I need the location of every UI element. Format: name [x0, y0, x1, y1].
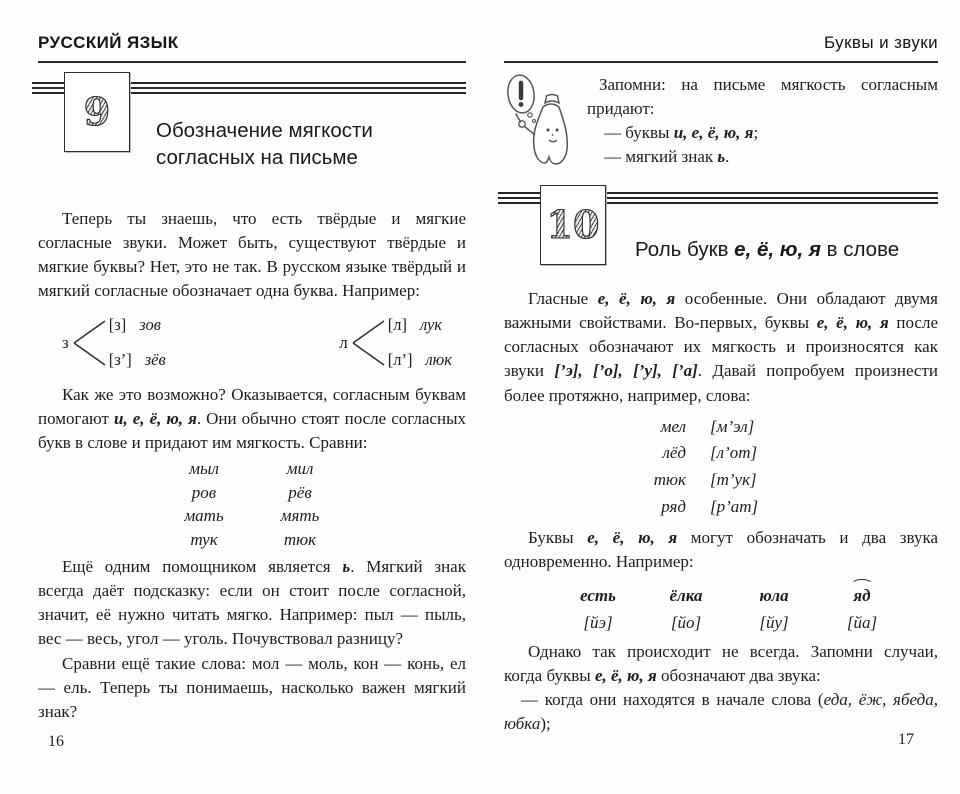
example-word: лук [419, 315, 442, 334]
paragraph-word-start-case [504, 688, 938, 736]
example-word: есть [580, 586, 616, 606]
paragraph-soft-sign [38, 555, 466, 652]
base-letter: л [339, 332, 348, 352]
vowel-letters: е, ё, ю, я [734, 238, 821, 261]
vowel-letters: е, ё, ю, я [816, 313, 889, 333]
word-cell: тук [190, 530, 218, 550]
word-cell: мел [660, 416, 686, 436]
section-number-box [64, 72, 130, 152]
text-run: ); [540, 714, 551, 734]
word-cell: мыл [189, 458, 219, 478]
sound-cell: [йу] [759, 613, 789, 633]
sound-list: [’э], [’о], [’у], [’а] [554, 361, 698, 381]
text-run: . Они обычно стоят после согласных букв в слове и придают им мягкость. Сравни: [38, 408, 466, 452]
text-run: могут обозначать и два звука одновременно. Например: [504, 527, 939, 571]
transcription-cell: [р’ат] [710, 497, 759, 517]
text-run: — когда они находятся в начале слова ( [521, 690, 824, 710]
consonant-fork-diagrams [38, 313, 466, 373]
diagram-letter-z [62, 313, 166, 373]
paragraph-two-sounds [504, 526, 938, 574]
compare-words-table [38, 457, 466, 552]
vowel-letters: е, ё, ю, я [594, 665, 657, 685]
vowel-letters: и, е, ё, ю, я [673, 123, 754, 143]
two-sounds-table [554, 586, 938, 634]
memo-text [587, 73, 938, 170]
text-run: после согласных обозначают их мягкость и произносятся как звуки [504, 313, 938, 381]
paragraph-not-always [504, 640, 938, 688]
sound-cell: [йэ] [583, 613, 613, 633]
right-page [504, 0, 938, 736]
exclamation-mascot-icon [504, 73, 574, 173]
word-cell: ряд [661, 497, 686, 517]
right-page-number: 17 [898, 731, 914, 748]
vowel-letters: е, ё, ю, я [597, 289, 676, 308]
word-cell: тюк [653, 470, 686, 490]
text-run: . Мягкий знак всегда даёт подсказку: если он стоит после согласной, значит, её нужно читать мягко. Например: пыл — пыль, вес — весь, угол — уголь. Почувствовал разницу? [38, 557, 466, 649]
example-word: юла [759, 586, 789, 606]
text-run: Роль букв [635, 238, 735, 261]
left-page [38, 0, 466, 724]
paragraph-vowels-special [504, 287, 938, 408]
sound: [л] [387, 315, 407, 334]
branches [388, 315, 452, 370]
right-header-rule [504, 61, 938, 63]
memo-block [504, 73, 938, 173]
branches [109, 315, 166, 370]
vowel-letters: и, е, ё, ю, я [114, 408, 197, 428]
transcription-cell: [м’эл] [710, 416, 755, 436]
paragraph-helpers [38, 383, 466, 455]
text-run: — мягкий знак [604, 147, 718, 167]
word-cell: тюк [283, 530, 317, 550]
section-10-heading [504, 185, 938, 287]
section-number: 9 [83, 89, 111, 134]
text-run: Ещё одним помощником является [62, 557, 343, 577]
branch-hard [388, 315, 452, 335]
word-cell: рёв [288, 482, 312, 502]
example-word: ёлка [669, 586, 703, 606]
text-run: особенные. Они обладают двумя важными свойствами. Во-первых, буквы [504, 289, 938, 333]
tie-arc: яд [853, 586, 871, 606]
word-cell: лёд [662, 443, 686, 463]
fork-lines-icon [350, 313, 386, 373]
title-line: Обозначение мягкости [156, 119, 373, 142]
section-number: 10 [546, 202, 600, 247]
branch-soft [388, 350, 452, 370]
word-cell: мил [286, 458, 314, 478]
branch-soft [109, 350, 166, 370]
section-number-box [540, 185, 606, 265]
left-header-rule [38, 61, 466, 63]
paragraph-compare-more: Сравни ещё такие слова: мол — моль, кон — конь, ел — ель. Теперь ты понимаешь, насколько важен мягкий знак? [38, 653, 466, 721]
base-letter: з [62, 332, 69, 352]
memo-item-letters [587, 121, 938, 145]
example-words: еда, ёж, ябеда, юбка [504, 690, 938, 734]
word-cell: мать [184, 506, 224, 526]
transcription-cell: [т’ук] [710, 470, 757, 490]
sound: [л’] [387, 350, 413, 369]
branch-hard [109, 315, 166, 335]
word-cell: ров [191, 482, 217, 502]
fork-lines-icon [71, 313, 107, 373]
memo-item-soft-sign [587, 145, 938, 169]
paragraph-intro: Теперь ты знаешь, что есть твёрдые и мягкие согласные звуки. Может быть, существуют твёрдые и мягкие буквы? Нет, это не так. В русском языке твёрдый и мягкий согласные обозначает одна буква. Например: [38, 209, 466, 301]
text-run: Буквы [528, 527, 588, 547]
text-run: в слове [820, 238, 900, 261]
sound-cell: [йа] [846, 613, 878, 633]
text-run: Как же это возможно? Оказывается, согласным буквам помогают [38, 384, 466, 428]
text-run: . [725, 147, 730, 167]
text-run: ; [753, 123, 759, 143]
transcription-table [616, 415, 938, 519]
soft-sign-letter: ь [342, 557, 351, 577]
right-running-header: Буквы и звуки [824, 33, 938, 52]
example-word: люк [425, 350, 452, 369]
memo-intro: Запомни: на письме мягкость согласным придают: [587, 75, 938, 119]
soft-sign-letter: ь [717, 147, 726, 167]
sound-cell: [йо] [670, 613, 702, 633]
example-word-with-tie [818, 586, 906, 606]
section-9-title [156, 118, 373, 171]
text-run: Однако так происходит не всегда. Запомни случаи, когда буквы [504, 641, 938, 685]
title-line: согласных на письме [156, 145, 358, 169]
text-run: обозначают два звука: [656, 665, 821, 685]
sound: [з’] [108, 350, 132, 369]
example-word: зов [139, 315, 161, 334]
left-page-number: 16 [48, 733, 64, 750]
left-running-header: РУССКИЙ ЯЗЫК [38, 33, 179, 52]
section-10-title [635, 237, 899, 264]
text-run: — буквы [604, 123, 674, 143]
text-run: . Давай попробуем произнести более протяжно, например, слова: [504, 361, 938, 405]
example-word: зёв [144, 350, 166, 369]
word-cell: мять [280, 506, 320, 526]
transcription-cell: [л’от] [710, 443, 758, 463]
text-run: Гласные [528, 289, 598, 308]
diagram-letter-l [339, 313, 452, 373]
section-9-heading [38, 72, 466, 202]
sound: [з] [108, 315, 127, 334]
vowel-letters: е, ё, ю, я [587, 527, 678, 547]
